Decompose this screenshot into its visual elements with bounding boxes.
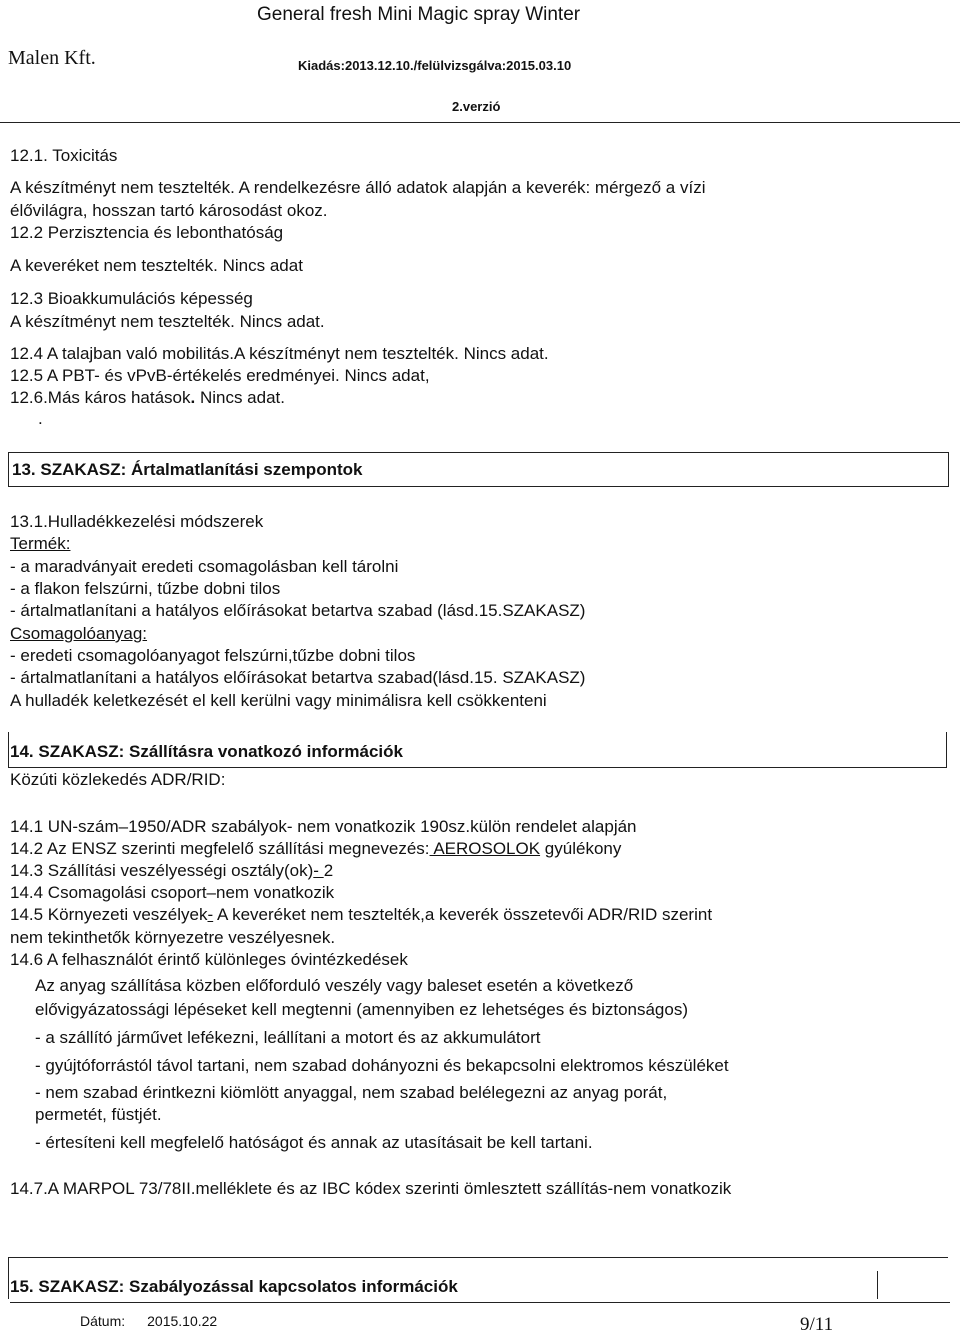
- section-15-box-left: [8, 1257, 9, 1299]
- packaging-label: Csomagolóanyag:: [10, 624, 148, 643]
- footer-date-value: 2015.10.22: [147, 1313, 218, 1329]
- section-15-box-top: [8, 1257, 948, 1258]
- other-effects-label: 12.6.Más káros hatások: [10, 388, 191, 407]
- packing-group: 14.4 Csomagolási csoport–nem vonatkozik: [10, 883, 335, 902]
- section-15-box-right: [877, 1271, 878, 1299]
- precaution-intro-line2: elővigyázatossági lépéseket kell megtenni (amennyiben ez lehetséges és biztonságos): [35, 1000, 688, 1019]
- environmental-hazards-line2: nem tekinthetők környezetre veszélyesnek.: [10, 928, 336, 947]
- product-label: Termék:: [10, 534, 71, 553]
- precaution-item-3-line2: permetét, füstjét.: [35, 1105, 162, 1124]
- marpol-text: 14.7.A MARPOL 73/78II.melléklete és az IBC kódex szerinti ömlesztett szállítás-nem vonatkozik: [10, 1179, 732, 1198]
- footer-date: [80, 1313, 217, 1329]
- footer-date-label: Dátum:: [80, 1313, 126, 1329]
- document-title: General fresh Mini Magic spray Winter: [257, 4, 581, 25]
- section-14-box-bottom: [8, 767, 947, 768]
- environmental-hazards-label: 14.5 Környezeti veszélyek: [10, 905, 208, 924]
- environmental-hazards-text: A keveréket nem tesztelték,a keverék összetevői ADR/RID szerint: [213, 905, 713, 924]
- bioaccumulation-text: A készítményt nem tesztelték. Nincs adat.: [10, 312, 325, 331]
- company-name: Malen Kft.: [8, 47, 96, 69]
- environmental-hazards: [10, 905, 712, 925]
- hazard-class: [10, 861, 333, 881]
- toxicity-text-line2: élővilágra, hosszan tartó károsodást okoz.: [10, 201, 328, 220]
- special-precautions-title: 14.6 A felhasználót érintő különleges óvintézkedések: [10, 950, 408, 969]
- precaution-item-2: - gyújtóforrástól távol tartani, nem szabad dohányozni és bekapcsolni elektromos készüléket: [35, 1056, 729, 1075]
- environmental-hazards-dash: -: [207, 905, 214, 924]
- stray-dot: .: [38, 409, 43, 428]
- packaging-item-1: - eredeti csomagolóanyagot felszúrni,tűzbe dobni tilos: [10, 646, 416, 665]
- version-label: 2.verzió: [452, 99, 501, 114]
- product-item-1: - a maradványait eredeti csomagolásban kell tárolni: [10, 557, 399, 576]
- shipping-name-label: 14.2 Az ENSZ szerinti megfelelő szállítási megnevezés:: [10, 839, 430, 858]
- product-item-2: - a flakon felszúrni, tűzbe dobni tilos: [10, 579, 281, 598]
- waste-methods-title: 13.1.Hulladékkezelési módszerek: [10, 512, 264, 531]
- waste-avoidance: A hulladék keletkezését el kell kerülni vagy minimálisra kell csökkenteni: [10, 691, 547, 710]
- toxicity-title: 12.1. Toxicitás: [10, 146, 118, 165]
- section-14-box-left: [8, 732, 9, 768]
- precaution-item-3-line1: - nem szabad érintkezni kiömlött anyaggal, nem szabad belélegezni az anyag porát,: [35, 1083, 668, 1102]
- precaution-intro-line1: Az anyag szállítása közben előforduló veszély vagy baleset esetén a következő: [35, 976, 634, 995]
- hazard-class-value: 2: [323, 861, 334, 880]
- page-number: 9/11: [800, 1314, 834, 1335]
- other-effects-separator: .: [190, 388, 196, 407]
- un-number: 14.1 UN-szám–1950/ADR szabályok- nem vonatkozik 190sz.külön rendelet alapján: [10, 817, 637, 836]
- shipping-name-value: AEROSOLOK: [429, 839, 541, 858]
- packaging-item-2: - ártalmatlanítani a hatályos előírásokat betartva szabad(lásd.15. SZAKASZ): [10, 668, 586, 687]
- other-effects: [10, 388, 285, 408]
- road-transport-label: Közúti közlekedés ADR/RID:: [10, 770, 226, 789]
- section-14-heading: [10, 742, 403, 762]
- precaution-item-4: - értesíteni kell megfelelő hatóságot és annak az utasításait be kell tartani.: [35, 1133, 593, 1152]
- section-14-heading-rest: : Szállításra vonatkozó információk: [118, 742, 403, 761]
- bioaccumulation-title: 12.3 Bioakkumulációs képesség: [10, 289, 253, 308]
- issue-info: Kiadás:2013.12.10./felülvizsgálva:2015.03.10: [298, 58, 572, 73]
- hazard-class-label: 14.3 Szállítási veszélyességi osztály(ok): [10, 861, 314, 880]
- precaution-item-1: - a szállító járművet lefékezni, leállítani a motort és az akkumulátort: [35, 1028, 541, 1047]
- pbt-assessment: 12.5 A PBT- és vPvB-értékelés eredményei. Nincs adat,: [10, 366, 430, 385]
- shipping-name-suffix: gyúlékony: [540, 839, 622, 858]
- section-14-heading-bold: 14. SZAKASZ: [10, 742, 119, 761]
- section-13-heading: 13. SZAKASZ: Ártalmatlanítási szempontok: [12, 460, 363, 479]
- section-15-heading-rest: : Szabályozással kapcsolatos információk: [118, 1277, 458, 1296]
- header-divider: [0, 122, 960, 123]
- soil-mobility: 12.4 A talajban való mobilitás.A készítményt nem tesztelték. Nincs adat.: [10, 344, 549, 363]
- section-14-box-right: [946, 732, 947, 768]
- toxicity-text-line1: A készítményt nem tesztelték. A rendelkezésre álló adatok alapján a keverék: mérgező a vízi: [10, 178, 706, 197]
- section-15-heading: [10, 1277, 458, 1297]
- footer-divider: [10, 1302, 950, 1303]
- other-effects-text: Nincs adat.: [195, 388, 285, 407]
- persistence-title: 12.2 Perzisztencia és lebonthatóság: [10, 223, 284, 242]
- shipping-name: [10, 839, 621, 859]
- product-item-3: - ártalmatlanítani a hatályos előírásokat betartva szabad (lásd.15.SZAKASZ): [10, 601, 586, 620]
- hazard-class-dash: -: [313, 861, 324, 880]
- section-15-heading-bold: 15. SZAKASZ: [10, 1277, 119, 1296]
- persistence-text: A keveréket nem tesztelték. Nincs adat: [10, 256, 303, 275]
